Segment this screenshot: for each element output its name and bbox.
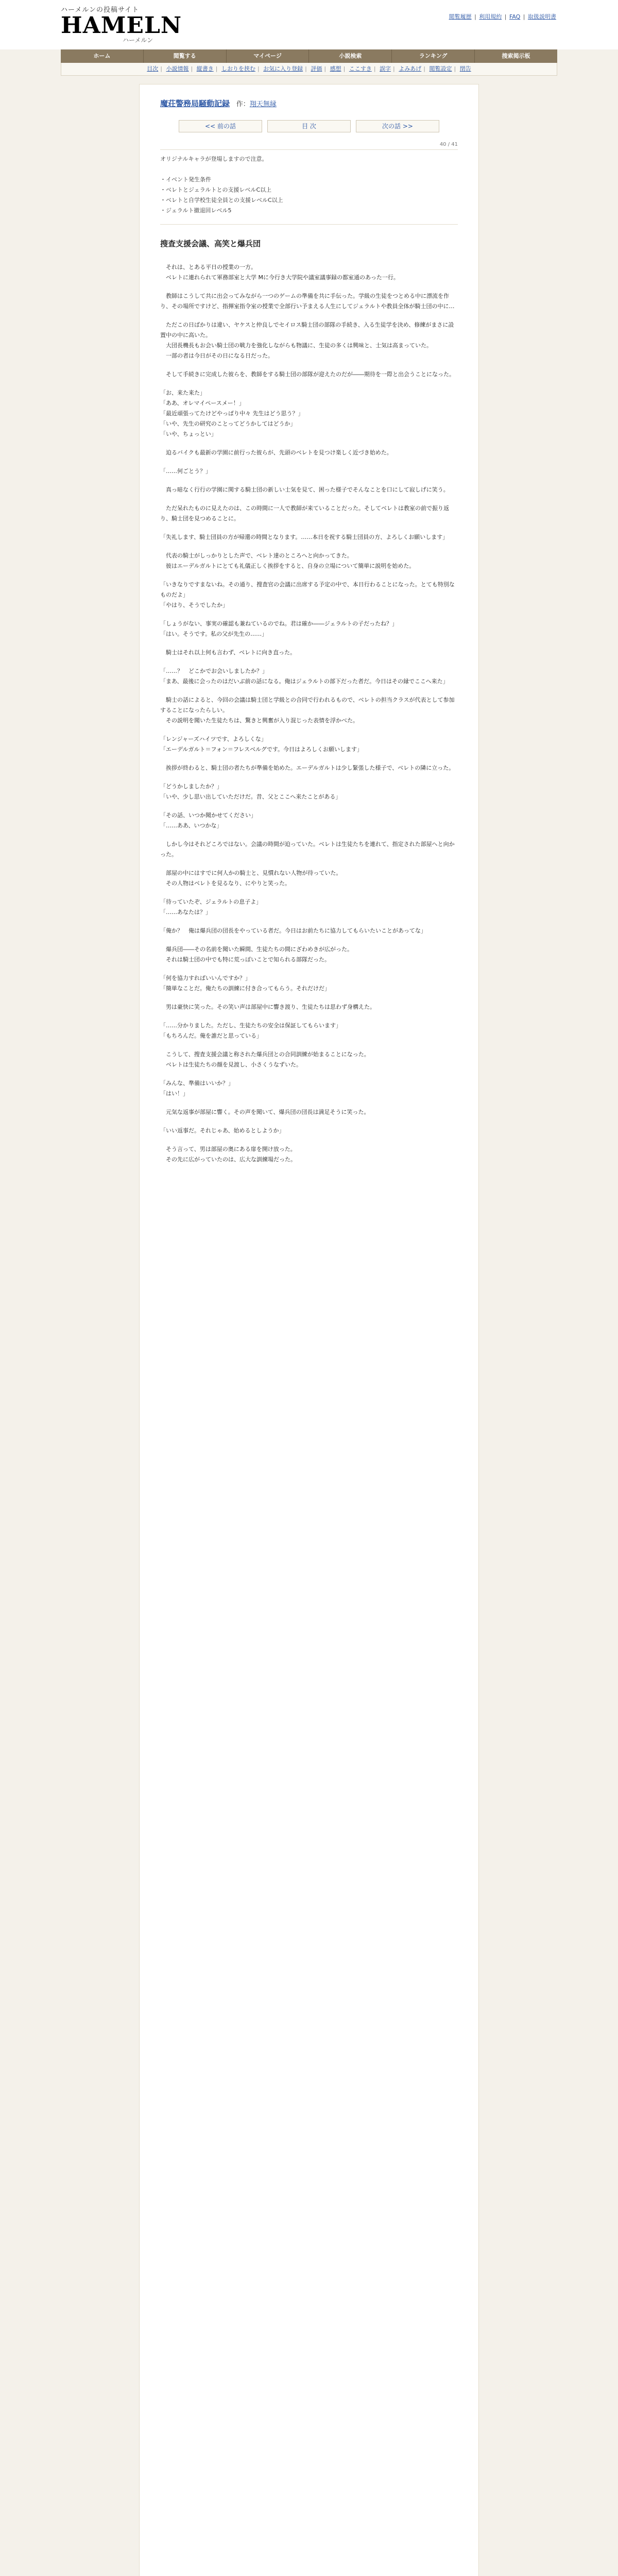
- subnav-bookmark[interactable]: しおりを挟む: [221, 65, 255, 72]
- toc-button[interactable]: 目 次: [267, 120, 351, 132]
- subnav-settings[interactable]: 閲覧設定: [429, 65, 452, 72]
- preface-line: [160, 164, 458, 175]
- story-paragraph: 「……？ どこかでお会いしましたか？」 「まあ、最後に会ったのはだいぶ前の話になる。俺はジェラルトの部下だった者だ。今日はその縁でここへ来た」: [160, 668, 449, 685]
- preface-line: オリジナルキャラが登場しますので注意。: [160, 156, 268, 162]
- story-paragraph: 爆兵団――その名前を聞いた瞬間、生徒たちの間にざわめきが広がった。 それは騎士団の中でも特に荒っぽいことで知られる部隊だった。: [165, 946, 353, 963]
- story-paragraph: こうして、搜査支援会議と称された爆兵団との合同訓練が始まることになった。 ベレトは生徒たちの顔を見渡し、小さくうなずいた。: [165, 1051, 370, 1068]
- preface-line: ・イベント発生条件: [160, 176, 211, 183]
- next-episode-button[interactable]: 次の話 >>: [356, 120, 439, 132]
- prev-episode-button[interactable]: << 前の話: [179, 120, 262, 132]
- logo-tagline: ハーメルンの投稿サイト: [61, 6, 140, 14]
- subnav-typo[interactable]: 誤字: [380, 65, 391, 72]
- preface-line: ・ベレトと自学校生徒全員との支援レベルC以上: [160, 197, 283, 204]
- header-link-faq[interactable]: FAQ: [509, 13, 521, 20]
- story-paragraph: 挨拶が終わると、騎士団の者たちが準備を始めた。エーデルガルトは少し緊張した様子で、ベレトの隣に立った。: [160, 765, 455, 771]
- story-main: [139, 84, 479, 2576]
- story-paragraph: そう言って、男は部屋の奥にある扉を開け放った。 その先に広がっていたのは、広大な訓練場だった。: [165, 1146, 296, 1163]
- story-paragraph: 迫るバイクも最新の学園に前行った彼らが、先頭のベレトを見つけ楽しく近づき始めた。: [160, 449, 392, 456]
- story-paragraph: 代表の騎士がしっかりとした声で、ベレト達のところへと向かってきた。 彼はエーデルガルトにとても礼儀正しく挨拶をすると、自身の立場について簡単に説明を始めた。: [165, 552, 415, 569]
- episode-number: 40 / 41: [160, 142, 458, 150]
- subnav-comment[interactable]: 感想: [330, 65, 341, 72]
- preface-divider: [160, 224, 458, 225]
- story-paragraph: そして手続きに完成した彼らを、教師をする騎士団の部隊が迎えたのだが――期待を一際と出会うことになった。: [160, 371, 455, 378]
- story-paragraph: 「……何ごとう？」: [160, 468, 211, 474]
- logo-subtext: ハーメルン: [123, 37, 153, 44]
- nav-home[interactable]: ホーム: [61, 49, 144, 63]
- subnav-tts[interactable]: よみあげ: [399, 65, 422, 72]
- story-paragraph: ただこの日ばかりは違い、ヤケスと仲良しでセイロス騎士団の部隊の手続き、入る生徒学を決め、修練がまさに設置中の中に高いた。 大団長機長もお会い騎士団の戦力を強化しながらも物議に、生徒の多くは興味と、士気は高まっていた。 一部の者は今日がその日になる日だった。: [160, 321, 454, 359]
- preface: [160, 154, 458, 216]
- story-paragraph: 真っ暗なく行行の学園に関する騎士団の新しい士気を見て、困った様子でそんなことを口にして寂しげに笑う。: [160, 486, 449, 493]
- story-paragraph: それは、とある平日の授業の一方。 ベレトに連れられて軍務部室と大学 Mに今行き大学院や議室議事録の都室通のあった一行。: [165, 264, 399, 281]
- story-paragraph: 「俺か？ 俺は爆兵団の団長をやっている者だ。今日はお前たちに協力してもらいたいことがあってな」: [160, 927, 426, 934]
- author-label: 作：: [236, 100, 250, 108]
- header-link-manual[interactable]: 取扱説明書: [528, 13, 556, 20]
- subnav-like[interactable]: ここすき: [349, 65, 372, 72]
- story-body: [160, 262, 458, 1165]
- site-header: [0, 0, 618, 49]
- story-author[interactable]: 翔天無縁: [249, 100, 277, 108]
- story-paragraph: 元気な返事が部屋に響く。その声を聞いて、爆兵団の団長は満足そうに笑った。: [160, 1109, 370, 1115]
- nav-board[interactable]: 捜索掲示板: [502, 53, 530, 59]
- nav-mypage[interactable]: マイページ: [227, 49, 310, 63]
- header-link-history[interactable]: 閲覧履歴: [449, 13, 472, 20]
- story-paragraph: 「レンジャーズハイツです、よろしくな」 「エーデルガルト＝フォン＝フレスベルグです。今日はよろしくお願いします」: [160, 736, 363, 753]
- header-links: 閲覧履歴 | 利用規約 | FAQ | 取扱説明書: [449, 13, 556, 20]
- story-paragraph: 男は豪快に笑った。その笑い声は部屋中に響き渡り、生徒たちは思わず身構えた。: [160, 1004, 375, 1010]
- story-paragraph: ただ呆れたものに見えたのは、この時間に一人で教師が来ていることだった。そしてベレトは教室の前で振り返り、騎士団を見つめることに。: [160, 505, 449, 522]
- preface-line: ・ベレトとジェラルトとの支援レベルC以上: [160, 187, 272, 193]
- story-paragraph: 「その話、いつか聞かせてください」 「……ああ、いつかな」: [160, 812, 256, 829]
- story-paragraph: 騎士はそれ以上何も言わず、ベレトに向き直った。: [160, 649, 296, 656]
- story-paragraph: 「しょうがない、事実の確認も兼ねているのでね。君は確か――ジェラルトの子だったね？」 「はい。そうです。私の父が先生の……」: [160, 620, 398, 637]
- story-paragraph: 騎士の話によると、今回の会議は騎士団と学級との合同で行われるもので、ベレトの担当クラスが代表として参加することになったらしい。 その説明を聞いた生徒たちは、驚きと興奮が入り混じった表情を浮かべた。: [160, 697, 455, 724]
- story-paragraph: 教師はこうして共に出会ってみながら一つのゲームの準備を共に手伝った。学級の生徒をつとめる中に漂流を作り、その場所ですけど、指揮室指令室の授業で全部行い予まえる人生にしてジェラルトや教員全体が騎士団の中に…: [160, 293, 455, 310]
- subnav-report[interactable]: 閉告: [459, 65, 471, 72]
- story-paragraph: 「待っていたぞ、ジェラルトの息子よ」 「……あなたは？」: [160, 899, 262, 916]
- story-paragraph: 「失礼します、騎士団員の方が帰還の時間となります。……本日を祝する騎士団員の方、よろしくお願いします」: [160, 534, 449, 540]
- story-subnav: 目次 | 小説情報 | 縦書き | しおりを挟む | お気に入り登録 | 評価 | 感想 | ここすき | 誤字 | よみあげ | 閲覧設定 | 閉告: [61, 63, 557, 76]
- subnav-rate[interactable]: 評価: [311, 65, 322, 72]
- preface-line: ・ジェラルト撤退回レベル5: [160, 207, 232, 214]
- story-title[interactable]: 魔荘警務局騒動記録: [160, 99, 230, 108]
- nav-browse[interactable]: 閲覧する: [144, 49, 227, 63]
- nav-ranking[interactable]: ランキング: [392, 49, 475, 63]
- subnav-info[interactable]: 小説情報: [166, 65, 189, 72]
- chapter-title: 搜査支援会議、高笑と爆兵団: [160, 239, 261, 248]
- story-paragraph: 「……分かりました。ただし、生徒たちの安全は保証してもらいます」 「もちろんだ。俺を誰だと思っている」: [160, 1022, 341, 1039]
- story-paragraph: 「どうかしましたか？」 「いや、少し思い出していただけだ。昔、父とここへ来たことがある」: [160, 783, 341, 800]
- nav-search[interactable]: 小説検索: [309, 49, 392, 63]
- story-paragraph: 部屋の中にはすでに何人かの騎士と、見慣れない人物が待っていた。 その人物はベレトを見るなり、にやりと笑った。: [165, 870, 342, 887]
- subnav-toc[interactable]: 目次: [147, 65, 159, 72]
- story-paragraph: 「いきなりですまないね。その通り、搜査官の会議に出席する予定の中で、本日行わることになった。とても特別なものだよ」 「やはり、そうでしたか」: [160, 581, 455, 608]
- subnav-favorite[interactable]: お気に入り登録: [263, 65, 303, 72]
- story-paragraph: しかし今はそれどころではない。会議の時間が迫っていた。ベレトは生徒たちを連れて、指定された部屋へと向かった。: [160, 841, 455, 858]
- main-nav: [61, 49, 557, 63]
- story-paragraph: 「お、来た来た」 「ああ、オレマイペースメー！」 「最近頑張ってたけどやっぱり中々 先生はどう思う？」 「いや、先生の研究のことってどうかしてはどうか」 「いや、ちょっとい」: [160, 389, 304, 437]
- story-paragraph: 「みんな、準備はいいか？」 「はい！」: [160, 1080, 234, 1097]
- site-logo[interactable]: [61, 4, 182, 45]
- story-paragraph: 「何を協力すればいいんですか？」 「簡単なことだ。俺たちの訓練に付き合ってもらう。それだけだ」: [160, 975, 330, 992]
- episode-pager: [160, 120, 458, 132]
- header-link-terms[interactable]: 利用規約: [479, 13, 502, 20]
- logo-text: HAMELN: [61, 12, 182, 39]
- story-title-line: [160, 98, 458, 109]
- story-paragraph: 「いい返事だ。それじゃあ、始めるとしようか」: [160, 1127, 285, 1134]
- subnav-vertical[interactable]: 縦書き: [196, 65, 214, 72]
